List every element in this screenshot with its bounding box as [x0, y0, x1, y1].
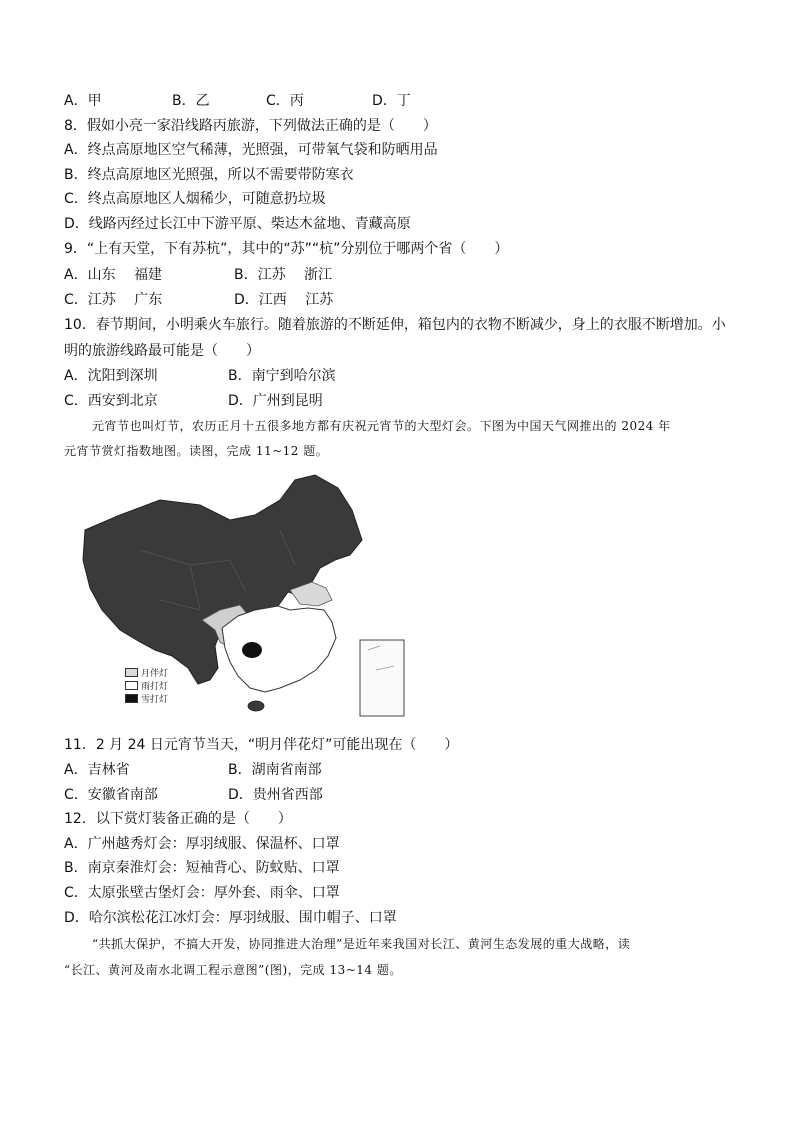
- q12-option-c: C．太原张壁古堡灯会：厚外套、雨伞、口罩: [64, 885, 340, 901]
- q12-option-a: A．广州越秀灯会：厚羽绒服、保温杯、口罩: [64, 836, 340, 852]
- q9-stem: 9．“上有天堂，下有苏杭”，其中的“苏”“杭”分别位于哪两个省（ ）: [64, 241, 509, 257]
- q9-option-d: D．江西 江苏: [234, 292, 334, 308]
- q11-option-b: B．湖南省南部: [228, 762, 322, 778]
- legend-label-rain: 雨打灯: [141, 682, 169, 692]
- q12-option-b: B．南京秦淮灯会：短袖背心、防蚊贴、口罩: [64, 860, 340, 876]
- legend-label-snow: 雪打灯: [141, 695, 169, 705]
- q12-option-d: D．哈尔滨松花江冰灯会：厚羽绒服、围巾帽子、口罩: [64, 910, 397, 926]
- legend-item-moon: [125, 666, 168, 679]
- q10-option-d: D．广州到昆明: [228, 393, 323, 409]
- snow-swatch: [125, 694, 138, 703]
- q11-option-d: D．贵州省西部: [228, 787, 323, 803]
- q11-option-a: A．吉林省: [64, 762, 130, 778]
- q8-option-b: B．终点高原地区光照强，所以不需要带防寒衣: [64, 167, 354, 183]
- rain-swatch: [125, 681, 138, 690]
- q11-option-c: C．安徽省南部: [64, 787, 158, 803]
- q10-option-c: C．西安到北京: [64, 393, 158, 409]
- q8-option-c: C．终点高原地区人烟稀少，可随意扔垃圾: [64, 191, 326, 207]
- q8-option-a: A．终点高原地区空气稀薄，光照强，可带氧气袋和防晒用品: [64, 142, 438, 158]
- q10-option-a: A．沈阳到深圳: [64, 368, 158, 384]
- map-legend: [125, 666, 168, 705]
- q9-option-c: C．江苏 广东: [64, 292, 163, 308]
- intro-11-12-line2: 元宵节赏灯指数地图。读图，完成 11~12 题。: [64, 444, 329, 458]
- legend-label-moon: 月伴灯: [141, 669, 169, 679]
- q7-option-d: D．丁: [372, 93, 411, 109]
- intro-11-12-line1: 元宵节也叫灯节，农历正月十五很多地方都有庆祝元宵节的大型灯会。下图为中国天气网推出的 2024 年: [92, 419, 671, 433]
- q7-option-c: C．丙: [266, 93, 304, 109]
- q9-option-b: B．江苏 浙江: [234, 267, 333, 283]
- q8-option-d: D．线路丙经过长江中下游平原、柴达木盆地、青藏高原: [64, 216, 411, 232]
- snow-spot: [242, 642, 262, 658]
- moon-swatch: [125, 668, 138, 677]
- q12-stem: 12．以下赏灯装备正确的是（ ）: [64, 811, 292, 827]
- q10-option-b: B．南宁到哈尔滨: [228, 368, 336, 384]
- legend-item-snow: [125, 692, 168, 705]
- q7-option-b: B．乙: [172, 93, 210, 109]
- q11-stem: 11．2 月 24 日元宵节当天，“明月伴花灯”可能出现在（ ）: [64, 737, 459, 753]
- legend-item-rain: [125, 679, 168, 692]
- q10-stem-line2: 明的旅游线路最可能是（ ）: [64, 343, 260, 359]
- intro-13-14-line1: “共抓大保护，不搞大开发，协同推进大治理”是近年来我国对长江、黄河生态发展的重大战略，读: [92, 937, 631, 951]
- q9-option-a: A．山东 福建: [64, 267, 163, 283]
- q10-stem-line1: 10．春节期间，小明乘火车旅行。随着旅游的不断延伸，箱包内的衣物不断减少，身上的衣服不断增加。小: [64, 317, 726, 333]
- q8-stem: 8．假如小亮一家沿线路丙旅游，下列做法正确的是（ ）: [64, 118, 437, 134]
- intro-13-14-line2: “长江、黄河及南水北调工程示意图”(图)，完成 13~14 题。: [64, 963, 402, 977]
- q7-option-a: A．甲: [64, 93, 102, 109]
